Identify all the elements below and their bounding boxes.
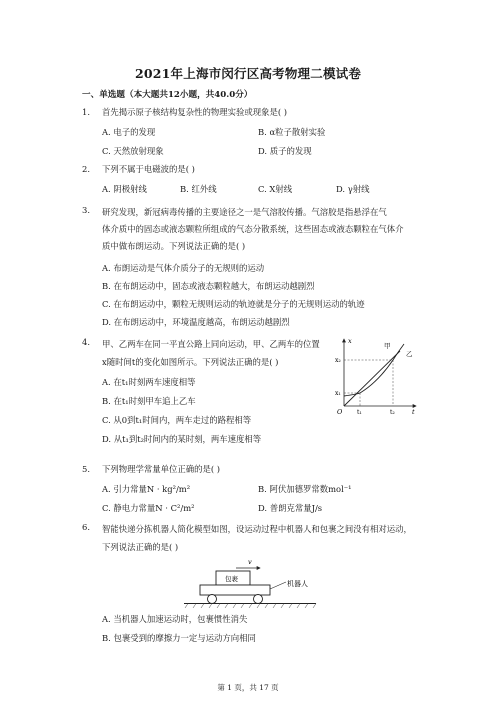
question-stem: 下列物理学常量单位正确的是( ) [102,464,221,474]
option-a: A. 引力常量N · kg²/m² [102,484,191,494]
option-b: B. 包裹受到的摩擦力一定与运动方向相同 [102,633,256,643]
option-a: A. 布朗运动是气体介质分子的无规则的运动 [102,263,265,273]
option-b: B. 在布朗运动中，固态或液态颗粒越大，布朗运动越剧烈 [102,281,315,291]
option-a: A. 阴极射线 [102,184,147,194]
question-stem: 下列不属于电磁波的是( ) [102,164,195,174]
robot-label: 机器人 [287,580,308,588]
label-jia: 甲 [384,342,391,350]
question-number: 3. [82,205,90,215]
section-heading: 一、单选题（本大题共12小题，共40.0分） [82,90,253,100]
option-b: B. 在t₁时刻甲车追上乙车 [102,396,196,406]
option-b: B. 阿伏加德罗常数mol⁻¹ [258,484,352,494]
question-stem-line: 研究发现，新冠病毒传播的主要途径之一是气溶胶传播。气溶胶是指悬浮在气 [102,207,387,217]
wheel [254,595,263,604]
tick-label-x1: x₁ [335,390,341,397]
question-stem-line: 智能快递分拣机器人简化模型如图，设运动过程中机器人和包裹之间没有相对运动， [102,524,412,534]
option-d: D. 普朗克常量J/s [258,503,323,513]
page-footer: 第 1 页，共 17 页 [217,683,279,692]
option-a: A. 当机器人加速运动时，包裹惯性消失 [102,614,248,624]
question-number: 2. [82,164,90,174]
label-yi: 乙 [406,350,413,358]
axis-label-t: t [412,408,415,416]
question-number: 1. [82,107,90,117]
option-d: D. 从t₁到t₂时间内的某时刻，两车速度相等 [102,434,262,444]
page-title: 2021年上海市闵行区高考物理二模试卷 [134,66,362,81]
option-a: A. 电子的发现 [102,127,156,137]
question-stem: 首先揭示原子核结构复杂性的物理实验或现象是( ) [102,107,288,117]
yi-curve [344,344,404,396]
option-a: A. 在t₁时刻两车速度相等 [102,377,196,387]
position-time-graph [334,336,420,418]
option-d: D. γ射线 [336,184,370,194]
question-2 [82,161,417,178]
option-d: D. 在布朗运动中，环境温度越高，布朗运动越剧烈 [102,317,290,327]
option-d: D. 质子的发现 [258,146,312,156]
question-stem-line: 体介质中的固态或液态颗粒所组成的气态分散系统，这些固态或液态颗粒在气体介 [102,224,404,234]
option-c: C. 静电力常量N · C²/m² [102,503,195,513]
option-c: C. 天然放射现象 [102,146,164,156]
ground-hatch [185,604,316,609]
question-number: 4. [82,337,90,347]
question-number: 5. [82,464,90,474]
origin-label: O [337,408,343,416]
package-label: 包裹 [225,575,238,583]
axis-label-x: x [348,337,352,345]
question-5 [82,461,417,478]
question-number: 6. [82,522,90,532]
velocity-label: v [248,558,252,566]
robot-body [200,585,270,595]
option-c: C. 在布朗运动中，颗粒无规则运动的轨迹就是分子的无规则运动的轨迹 [102,299,365,309]
question-stem-line: 下列说法正确的是( ) [102,542,179,552]
tick-label-x2: x₂ [335,357,341,364]
question-stem-line: 质中做布朗运动。下列说法正确的是( ) [102,241,246,251]
robot-pointer [270,582,286,589]
option-c: C. X射线 [258,184,293,194]
option-b: B. α粒子散射实验 [258,127,326,137]
question-stem-line: x随时间t的变化如图所示。下列说法正确的是( ) [102,357,279,367]
option-c: C. 从0到t₁时间内，两车走过的路程相等 [102,415,252,425]
robot-package-diagram [180,556,320,610]
wheel [208,595,217,604]
tick-label-t2: t₂ [390,409,395,416]
question-1 [82,104,417,121]
option-b: B. 红外线 [180,184,217,194]
jia-line [344,351,400,406]
tick-label-t1: t₁ [357,409,362,416]
question-stem-line: 甲、乙两车在同一平直公路上同向运动，甲、乙两车的位置 [102,339,320,349]
